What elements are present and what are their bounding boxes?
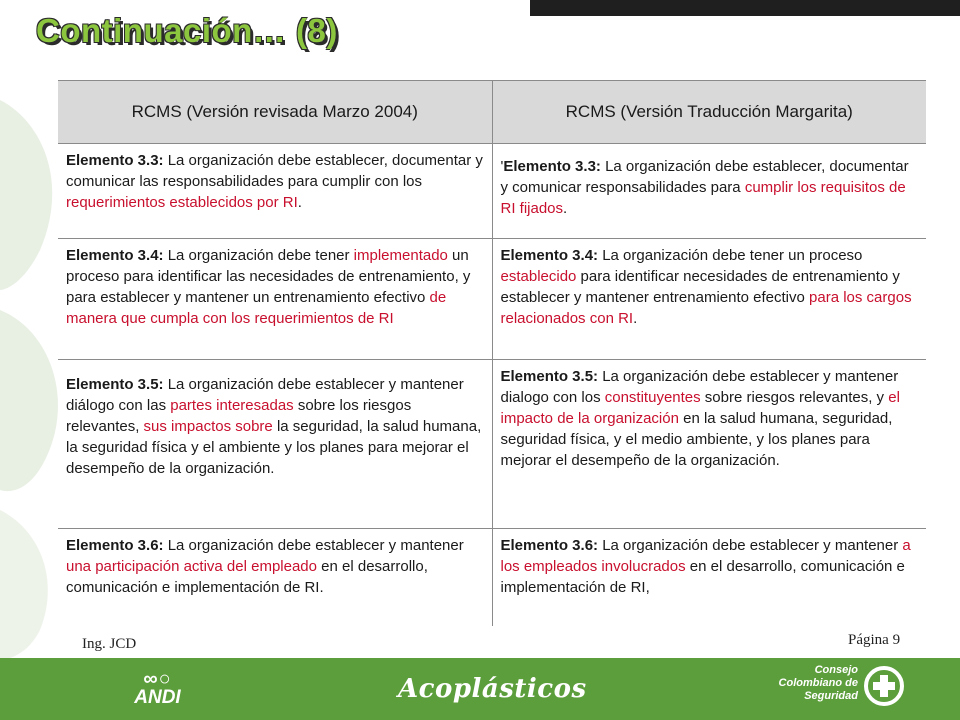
cell-element-3-5-revised: Elemento 3.5: La organización debe establecer y mantener diálogo con las partes interesadas sobre los riesgos relevantes, sus impactos sobre la seguridad, la salud humana, la seguridad física y el ambiente y los planes para mejorar el desempeño de la organización.: [58, 360, 492, 529]
acoplasticos-logo: Acoplásticos: [398, 674, 587, 704]
ccs-line-1: Consejo: [814, 664, 858, 676]
ccs-cross-icon: [864, 666, 904, 706]
cell-element-3-4-translation: Elemento 3.4: La organización debe tener un proceso establecido para identificar necesidades de entrenamiento y establecer y mantener entrenamiento efectivo para los cargos relacionados con RI.: [492, 239, 926, 360]
cell-element-3-6-revised: Elemento 3.6: La organización debe establecer y mantener una participación activa del empleado en el desarrollo, comunicación e implementación de RI.: [58, 529, 492, 627]
cell-element-3-3-revised: Elemento 3.3: La organización debe establecer, documentar y comunicar las responsabilidades para cumplir con los requerimientos establecidos por RI.: [58, 144, 492, 239]
comparison-table-container: [58, 80, 926, 626]
table-header-row: [58, 81, 926, 144]
table-row: [58, 529, 926, 627]
andi-logo: [120, 668, 195, 712]
cell-element-3-4-revised: Elemento 3.4: La organización debe tener implementado un proceso para identificar las necesidades de entrenamiento, y para establecer y mantener un entrenamiento efectivo de manera que cumpla con los requerimientos de RI: [58, 239, 492, 360]
table-row: [58, 360, 926, 529]
table-row: [58, 239, 926, 360]
ccs-line-3: Seguridad: [804, 690, 858, 702]
top-dark-bar: [530, 0, 960, 16]
ccs-line-2: Colombiano de: [778, 677, 858, 689]
andi-logo-text: ANDI: [134, 687, 181, 708]
cell-element-3-6-translation: Elemento 3.6: La organización debe establecer y mantener a los empleados involucrados en el desarrollo, comunicación e implementación de RI,: [492, 529, 926, 627]
cell-element-3-5-translation: Elemento 3.5: La organización debe establecer y mantener dialogo con los constituyentes sobre riesgos relevantes, y el impacto de la organización en la salud humana, seguridad, seguridad física, y el medio ambiente, y los planes para mejorar el desempeño de la organización.: [492, 360, 926, 529]
header-revised-version: RCMS (Versión revisada Marzo 2004): [58, 81, 492, 144]
header-translation-version: RCMS (Versión Traducción Margarita): [492, 81, 926, 144]
slide-title: Continuación… (8): [36, 12, 338, 49]
cell-element-3-3-translation: 'Elemento 3.3: La organización debe establecer, documentar y comunicar responsabilidades para cumplir los requisitos de RI fijados.: [492, 144, 926, 239]
andi-mark-icon: ∞○: [143, 668, 172, 690]
footer-page-number: Página 9: [848, 632, 901, 648]
footer-author: Ing. JCD: [82, 636, 137, 652]
table-row: [58, 144, 926, 239]
ccs-logo-text: [772, 664, 858, 703]
comparison-table: [58, 80, 926, 626]
